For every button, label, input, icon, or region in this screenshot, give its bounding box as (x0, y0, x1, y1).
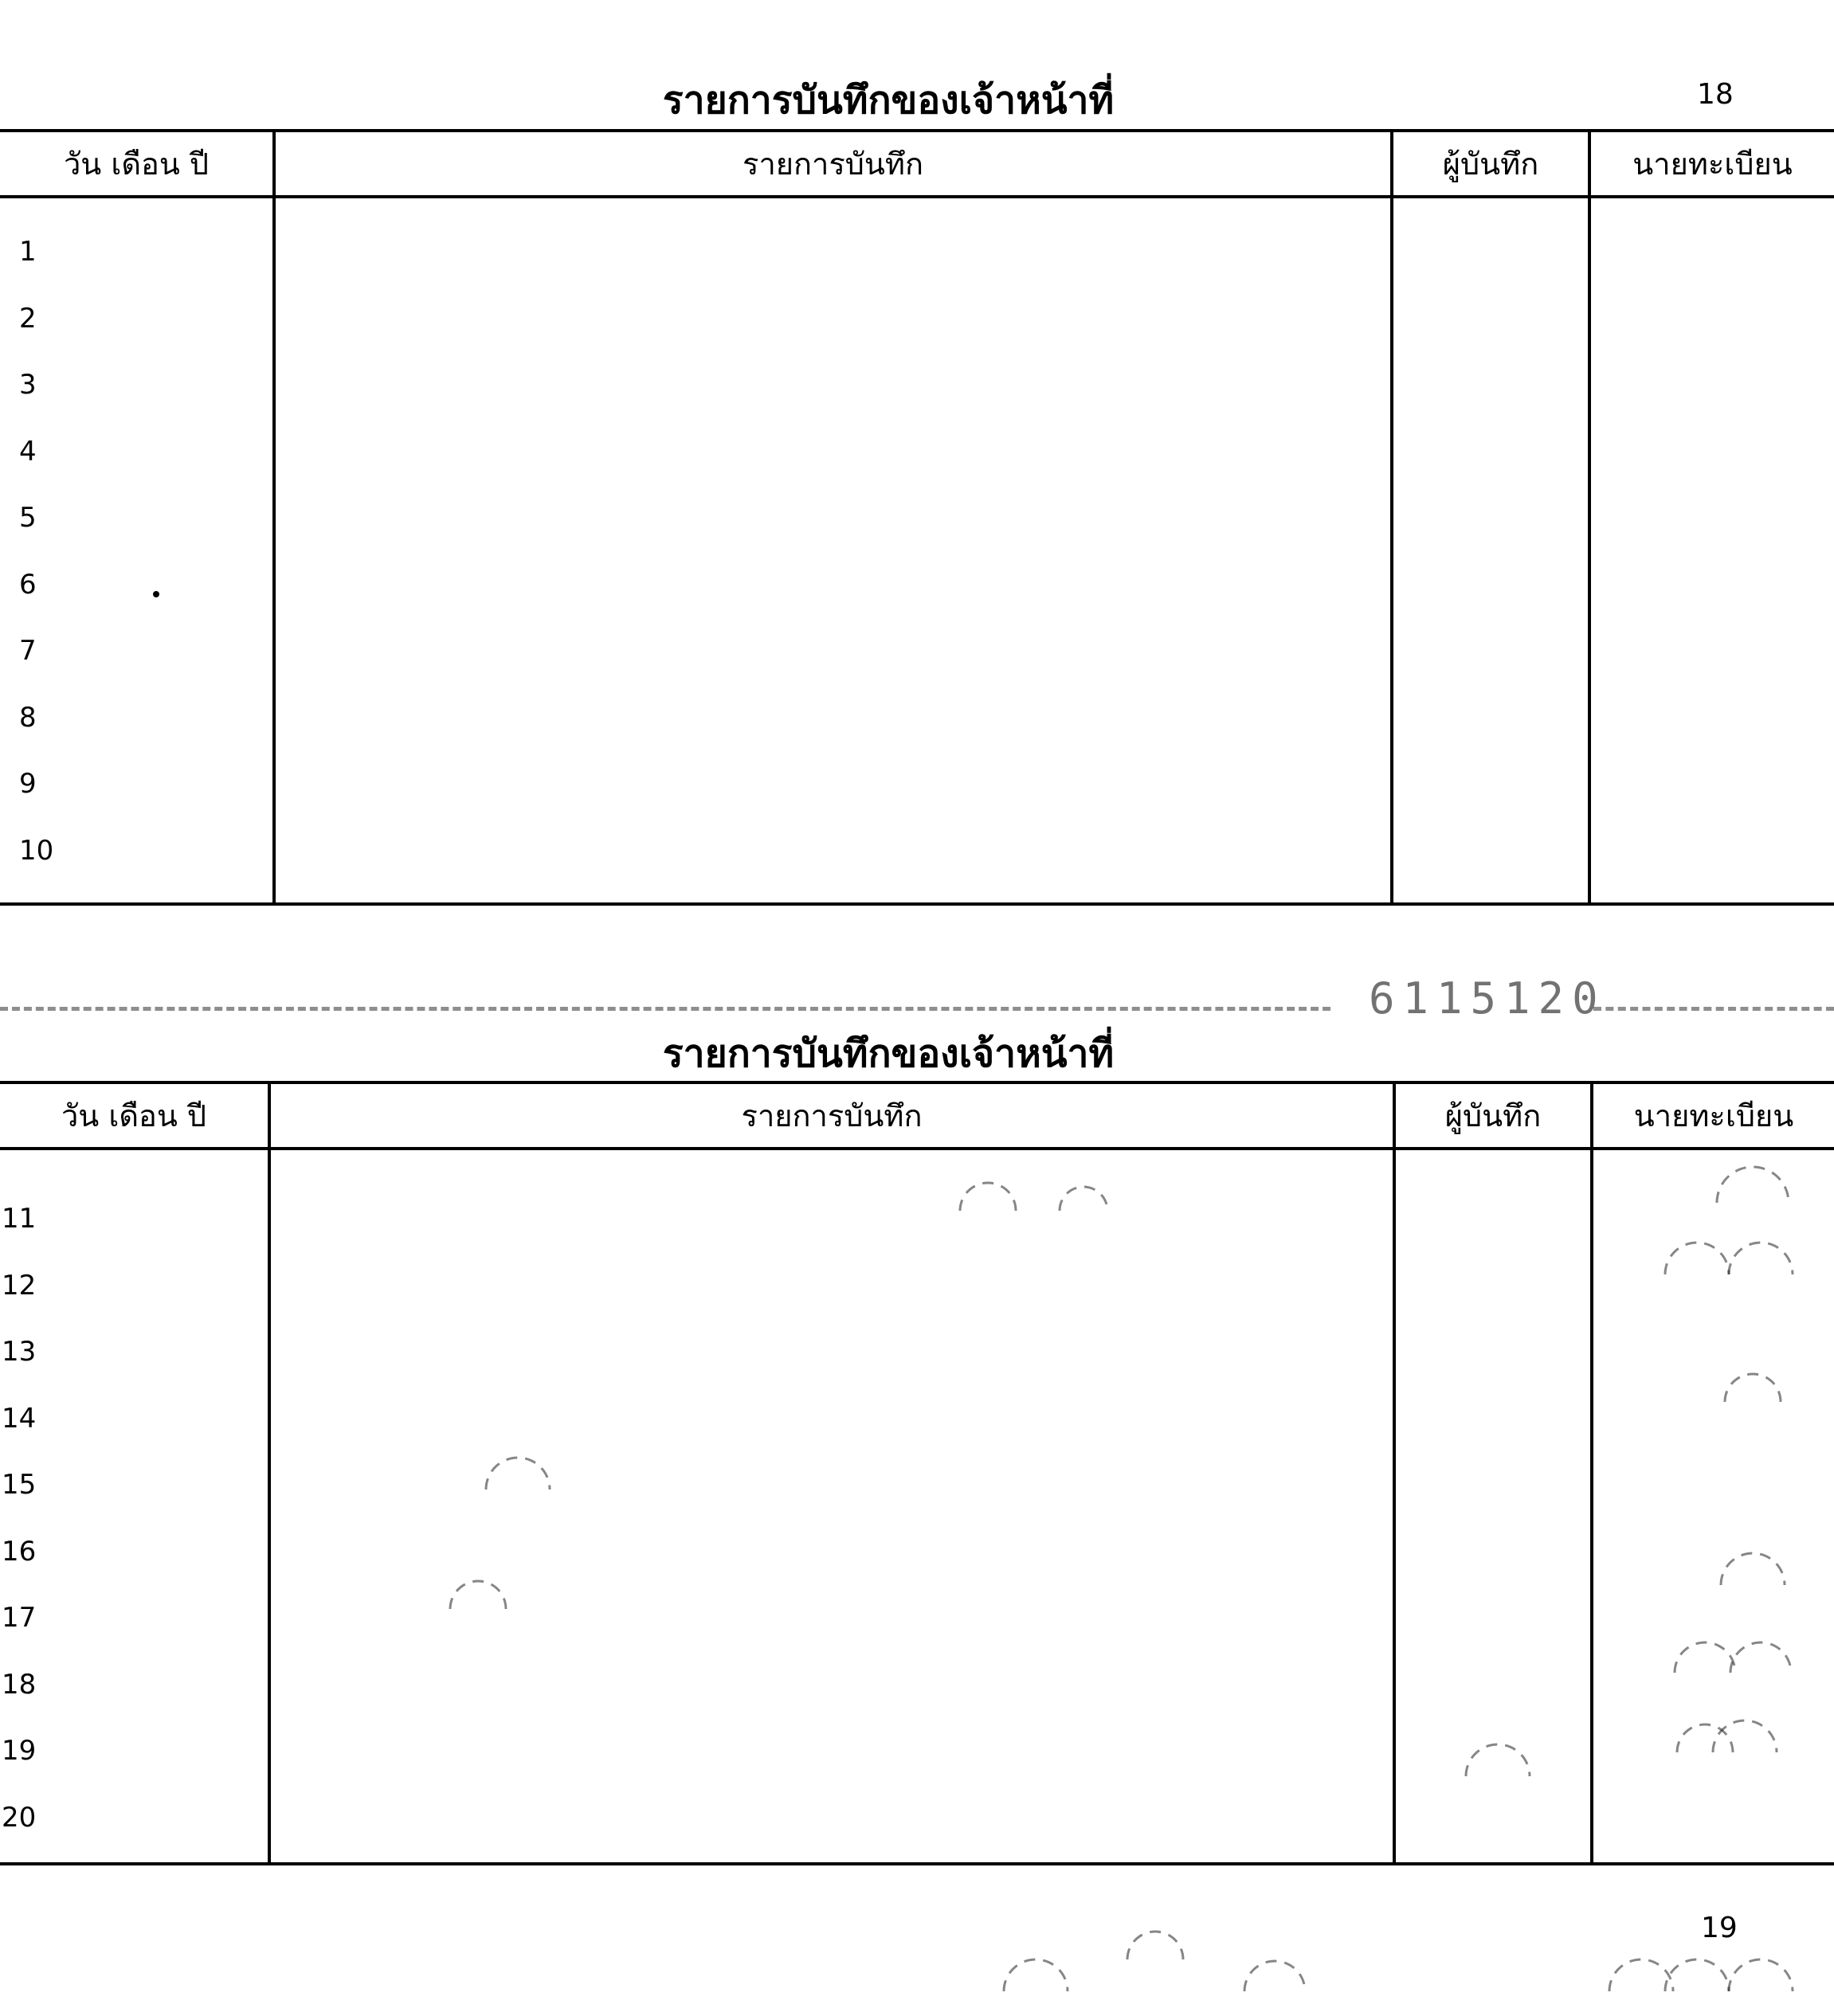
row-number: 7 (19, 635, 37, 667)
scan-noise-arc (1675, 1642, 1735, 1673)
scan-noise-arc (1127, 1932, 1183, 1959)
scan-noise-arc (1729, 1243, 1793, 1274)
scan-noise-arc (486, 1458, 550, 1489)
scan-noise-arc (1004, 1959, 1068, 1991)
row-number: 12 (2, 1269, 37, 1302)
section-2-title: รายการบันทึกของเจ้าหน้าที่ (662, 1031, 1115, 1076)
section-1-header-registrar: นายทะเบียน (1632, 147, 1793, 182)
scan-noise-arc (1665, 1243, 1729, 1274)
scan-noise-arc (1609, 1959, 1673, 1991)
row-number: 8 (19, 701, 37, 734)
row-number: 19 (2, 1735, 37, 1767)
scan-noise-arc (1060, 1187, 1107, 1211)
row-number: 10 (19, 834, 54, 867)
row-number: 17 (2, 1602, 37, 1634)
row-number: 14 (2, 1402, 37, 1435)
section-1-page-number: 18 (1697, 78, 1734, 111)
row-number: 1 (19, 236, 37, 268)
row-number: 4 (19, 435, 37, 468)
section-2-header-date: วัน เดือน ปี (61, 1098, 207, 1133)
section-1-title: รายการบันทึกของเจ้าหน้าที่ (662, 78, 1115, 123)
scan-noise-arc (1729, 1959, 1793, 1991)
row-number: 18 (2, 1668, 37, 1701)
scan-noise-arc (1713, 1720, 1777, 1752)
section-2-header-registrar: นายทะเบียน (1633, 1098, 1794, 1133)
row-number: 6 (19, 568, 37, 601)
row-number: 5 (19, 502, 37, 534)
section-1-header-recorder: ผู้บันทึก (1442, 147, 1539, 182)
row-number: 13 (2, 1336, 37, 1368)
row-number: 2 (19, 302, 37, 335)
scan-noise-arc (1665, 1959, 1729, 1991)
serial-stamp: 6115120 (1369, 973, 1606, 1024)
scan-noise-arc (1466, 1744, 1530, 1776)
scan-noise-arc (1725, 1374, 1781, 1402)
row-number: 9 (19, 768, 37, 800)
scan-noise-arc (1721, 1553, 1785, 1585)
scan-noise-arc (1730, 1642, 1791, 1673)
section-1-header-record: รายการบันทึก (743, 147, 923, 182)
section-1-header-date: วัน เดือน ปี (63, 147, 210, 182)
row-number: 3 (19, 369, 37, 401)
scan-noise-arc (960, 1183, 1016, 1211)
section-2-header-record: รายการบันทึก (741, 1098, 923, 1133)
scan-noise-arc (1717, 1167, 1789, 1203)
section-2-header-recorder: ผู้บันทึก (1444, 1098, 1542, 1133)
scan-noise-arc (1244, 1961, 1305, 1991)
row-number: 15 (2, 1469, 37, 1501)
row-number: 11 (2, 1203, 37, 1235)
row-number: 20 (2, 1801, 37, 1834)
row-number: 16 (2, 1535, 37, 1568)
section-2-page-number: 19 (1701, 1912, 1738, 1944)
scan-noise-arc (450, 1581, 506, 1609)
